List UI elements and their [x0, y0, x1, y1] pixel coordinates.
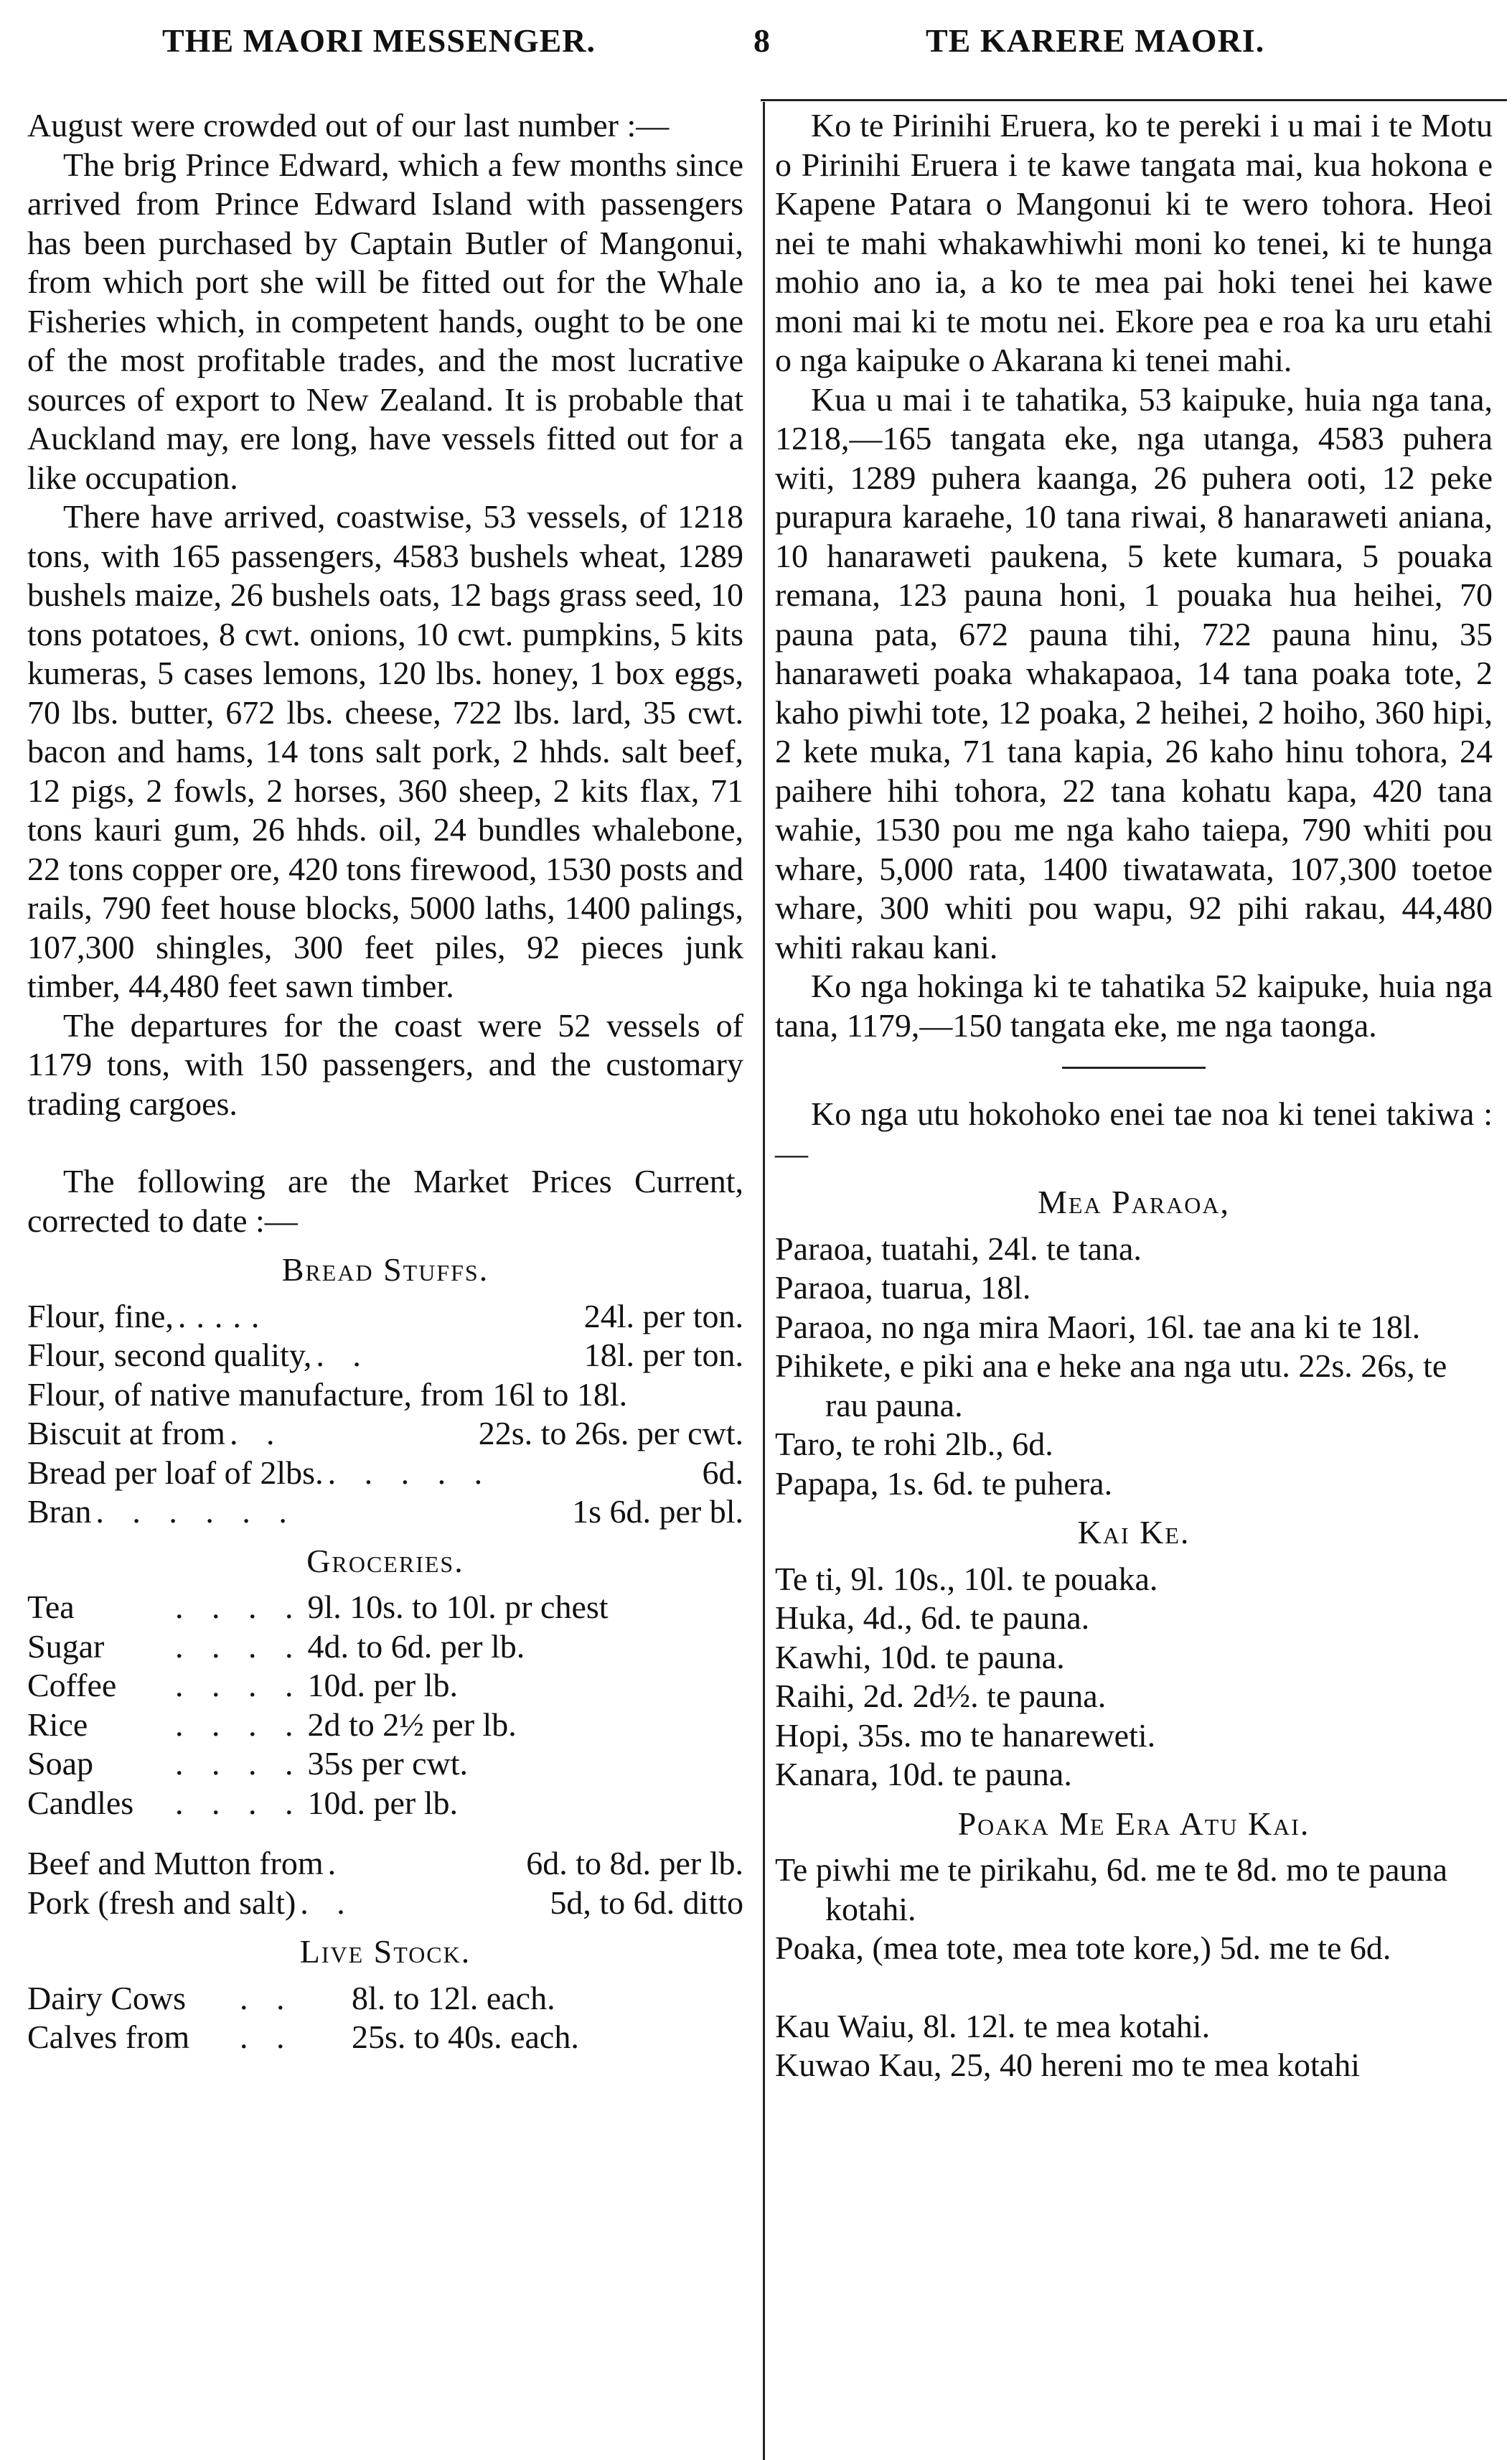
list-item: Te piwhi me te pirikahu, 6d. me te 8d. mo te pauna kotahi. [775, 1851, 1447, 1927]
list-item: Pihikete, e piki ana e heke ana nga utu. 22s. 26s, te rau pauna. [775, 1347, 1447, 1423]
list-item: Taro, te rohi 2lb., 6d. [775, 1426, 1053, 1462]
hokinga-paragraph: Ko nga hokinga ki te tahatika 52 kaipuke, huia nga tana, 1179,—150 tangata eke, me nga taonga. [775, 968, 1493, 1044]
list-item: Kawhi, 10d. te pauna. [775, 1638, 1065, 1675]
column-divider [763, 102, 765, 2460]
heading-poaka: Poaka Me Era Atu Kai. [957, 1805, 1310, 1842]
pirinihi-paragraph: Ko te Pirinihi Eruera, ko te pereki i u mai i te Motu o Pirinihi Eruera i te kawe tangata mai, kua hokona e Kapene Patara o Mangonui ki te wero tohora. Heoi nei te mahi whakawhiwhi moni ko tenei, ki te hunga mohio ano ia, a ko te mea pai hoki tenei hei kawe moni mai ki te motu nei. Ekore pea e roa ka uru etahi o nga kaipuke o Akarana ki tenei mahi. [775, 107, 1493, 378]
heading-bread-stuffs: Bread Stuffs. [281, 1251, 489, 1288]
livestock-list [775, 2007, 1493, 2085]
price-row: Bread per loaf of 2lbs. . . . . . 6d. [27, 1454, 743, 1491]
groceries-price-list [27, 1588, 743, 1823]
page-number: 8 [753, 22, 771, 59]
market-intro: The following are the Market Prices Current, corrected to date :— [27, 1163, 743, 1239]
meat-price-list [27, 1844, 743, 1922]
price-row: Pork (fresh and salt) . . 5d, to 6d. ditto [27, 1884, 743, 1921]
brig-paragraph: The brig Prince Edward, which a few months since arrived from Prince Edward Island with passengers has been purchased by Captain Butler of Mangonui, from which port she will be fitted out for the Whale Fisheries which, in competent hands, ought to be one of the most profitable trades, and the most lucrative sources of export to New Zealand. It is probable that Auckland may, ere long, have vessels fitted out for a like occupation. [27, 146, 743, 496]
list-item: Poaka, (mea tote, mea tote kore,) 5d. me te 6d. [775, 1930, 1391, 1966]
section-rule [1062, 1067, 1206, 1069]
header-rule [761, 99, 1507, 101]
list-item: Kanara, 10d. te pauna. [775, 1756, 1072, 1792]
heading-kai-ke: Kai Ke. [1077, 1514, 1191, 1551]
utu-intro: Ko nga utu hokohoko enei tae noa ki tenei takiwa :— [775, 1095, 1493, 1171]
kua-u-paragraph: Kua u mai i te tahatika, 53 kaipuke, huia nga tana, 1218,—165 tangata eke, nga utanga, 4583 puhera witi, 1289 puhera kaanga, 26 puhera ooti, 12 peke purapura karaehe, 10 tana riwai, 8 hanaraweti aniana, 10 hanaraweti paukena, 5 kete kumara, 5 pouaka remana, 123 pauna honi, 1 pouaka hua heihei, 70 pauna pata, 672 pauna tihi, 722 pauna hinu, 35 hanaraweti poaka whakapaoa, 14 tana poaka tote, 2 kaho piwhi tote, 12 poaka, 2 heihei, 2 hoiho, 360 hipi, 2 kete muka, 71 tana kapia, 26 kaho hinu tohora, 24 paihere hihi tohora, 22 tana kohatu kapa, 420 tana wahie, 1530 pou me nga kaho taiepa, 790 whiti pou whare, 5,000 rata, 1400 tiwatawata, 107,300 toetoe whare, 300 whiti pou wapu, 92 pihi rakau, 44,480 whiti rakau kani. [775, 380, 1493, 965]
price-row: Sugar . . . . 4d. to 6d. per lb. [27, 1627, 525, 1665]
english-column [27, 106, 743, 2057]
english-masthead: THE MAORI MESSENGER. [162, 22, 596, 59]
list-item: Huka, 4d., 6d. te pauna. [775, 1599, 1090, 1636]
price-row: Dairy Cows . . 8l. to 12l. each. [27, 1979, 555, 2016]
list-item: Hopi, 35s. mo te hanareweti. [775, 1716, 1156, 1754]
price-row: Flour, second quality, . . 18l. per ton. [27, 1337, 743, 1373]
list-item: Kau Waiu, 8l. 12l. te mea kotahi. [775, 2007, 1211, 2044]
list-item: Te ti, 9l. 10s., 10l. te pouaka. [775, 1560, 1158, 1597]
maori-column [775, 106, 1493, 2085]
list-item: Papapa, 1s. 6d. te puhera. [775, 1464, 1113, 1502]
price-row: Coffee . . . . 10d. per lb. [27, 1667, 459, 1703]
price-row: Flour, fine, ..... 24l. per ton. [27, 1297, 743, 1334]
livestock-price-list [27, 1979, 743, 2057]
price-row: Beef and Mutton from . 6d. to 8d. per lb. [27, 1845, 743, 1881]
list-item: Raihi, 2d. 2d½. te pauna. [775, 1678, 1107, 1714]
list-item: Kuwao Kau, 25, 40 hereni mo te mea kotahi [775, 2047, 1360, 2083]
page-header [0, 0, 1512, 79]
bread-price-list [27, 1297, 743, 1532]
list-item: Paraoa, tuarua, 18l. [775, 1269, 1031, 1306]
list-item: Paraoa, no nga mira Maori, 16l. tae ana ki te 18l. [775, 1308, 1421, 1345]
price-row: Rice . . . . 2d to 2½ per lb. [27, 1706, 517, 1743]
heading-live-stock: Live Stock. [299, 1933, 471, 1970]
poaka-list [775, 1851, 1493, 1968]
price-row: Calves from . . 25s. to 40s. each. [27, 2019, 579, 2055]
maori-masthead: TE KARERE MAORI. [926, 22, 1265, 59]
price-row: Biscuit at from . . 22s. to 26s. per cwt. [27, 1415, 743, 1451]
heading-mea-paraoa: Mea Paraoa, [1038, 1184, 1230, 1220]
list-item: Paraoa, tuatahi, 24l. te tana. [775, 1230, 1142, 1267]
heading-groceries: Groceries. [306, 1542, 464, 1579]
price-row: Flour, of native manufacture, from 16l to 18l. [27, 1375, 628, 1413]
kaike-list [775, 1560, 1493, 1795]
intro-paragraph: August were crowded out of our last number :— [27, 107, 670, 144]
price-row: Tea . . . . 9l. 10s. to 10l. pr chest [27, 1589, 609, 1625]
departures-paragraph: The departures for the coast were 52 vessels of 1179 tons, with 150 passengers, and the customary trading cargoes. [27, 1006, 743, 1122]
price-row: Bran . . . . . . 1s 6d. per bl. [27, 1493, 743, 1530]
price-row: Soap . . . . 35s per cwt. [27, 1745, 469, 1782]
arrivals-paragraph: There have arrived, coastwise, 53 vessels, of 1218 tons, with 165 passengers, 4583 bushels wheat, 1289 bushels maize, 26 bushels oats, 12 bags grass seed, 10 tons potatoes, 8 cwt. onions, 10 cwt. pumpkins, 5 kits kumeras, 5 cases lemons, 120 lbs. honey, 1 box eggs, 70 lbs. butter, 672 lbs. cheese, 722 lbs. lard, 35 cwt. bacon and hams, 14 tons salt pork, 2 hhds. salt beef, 12 pigs, 2 fowls, 2 horses, 360 sheep, 2 kits flax, 71 tons kauri gum, 26 hhds. oil, 24 bundles whalebone, 22 tons copper ore, 420 tons firewood, 1530 posts and rails, 790 feet house blocks, 5000 laths, 1400 palings, 107,300 shingles, 300 feet piles, 92 pieces junk timber, 44,480 feet sawn timber. [27, 498, 743, 1004]
paraoa-list [775, 1230, 1493, 1504]
price-row: Candles . . . . 10d. per lb. [27, 1784, 459, 1821]
